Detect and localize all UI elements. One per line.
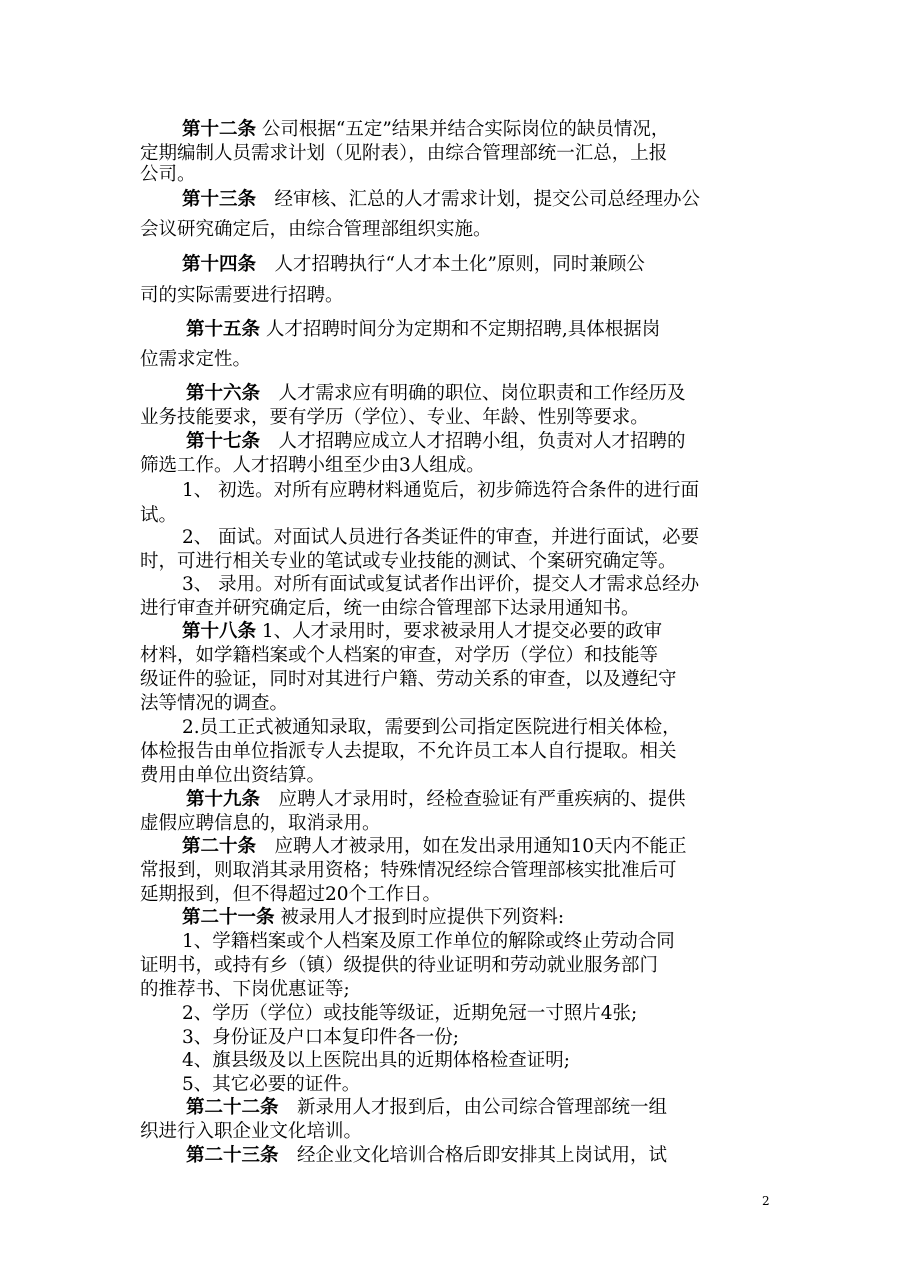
article-20-line-3: 延期报到，但不得超过20个工作日。: [140, 884, 442, 905]
article-18-line-1: 第十八条 1、人才录用时，要求被录用人才提交必要的政审: [182, 621, 663, 642]
article-20-line-2: 常报到，则取消其录用资格；特殊情况经综合管理部核实批准后可: [140, 860, 677, 881]
article-12-heading: 第十二条: [182, 119, 257, 140]
page-number: 2: [762, 1194, 770, 1208]
article-12-line-2: 定期编制人员需求计划（见附表），由综合管理部统一汇总，上报: [140, 143, 668, 164]
article-14-heading: 第十四条: [182, 254, 257, 275]
article-22-line-2: 织进行入职企业文化培训。: [140, 1121, 363, 1142]
article-21-item-1-cont-2: 的推荐书、下岗优惠证等;: [140, 979, 350, 1000]
article-22-line-1: 第二十二条 新录用人才报到后，由公司综合管理部统一组: [186, 1097, 668, 1118]
article-12-line-1: 第十二条 公司根据“五定”结果并结合实际岗位的缺员情况，: [182, 119, 670, 140]
article-18-para-2-line-1: 2.员工正式被通知录取，需要到公司指定医院进行相关体检，: [182, 717, 681, 738]
article-19-line-2: 虚假应聘信息的，取消录用。: [140, 813, 381, 834]
article-13-line-1: 第十三条 经审核、汇总的人才需求计划，提交公司总经理办公: [182, 189, 701, 210]
article-16-line-1: 第十六条 人才需求应有明确的职位、岗位职责和工作经历及: [186, 383, 686, 404]
article-22-heading: 第二十二条: [186, 1097, 279, 1118]
article-16-line-2: 业务技能要求，要有学历（学位）、专业、年龄、性别等要求。: [140, 407, 649, 428]
article-20-line-1: 第二十条 应聘人才被录用，如在发出录用通知10天内不能正: [182, 836, 687, 857]
article-23-line-1: 第二十三条 经企业文化培训合格后即安排其上岗试用，试: [186, 1145, 668, 1166]
article-17-item-3: 3、 录用。对所有面试或复试者作出评价，提交人才需求总经办: [182, 574, 700, 595]
article-15-heading: 第十五条: [186, 319, 261, 340]
article-14-line-2: 司的实际需要进行招聘。: [140, 285, 344, 306]
article-21-item-1: 1、学籍档案或个人档案及原工作单位的解除或终止劳动合同: [182, 931, 675, 952]
article-17-item-3-cont: 进行审查并研究确定后，统一由综合管理部下达录用通知书。: [140, 598, 640, 619]
article-15-line-1: 第十五条 人才招聘时间分为定期和不定期招聘,具体根据岗: [186, 319, 661, 340]
article-21-item-5: 5、其它必要的证件。: [182, 1074, 361, 1095]
article-18-para-2-line-2: 体检报告由单位指派专人去提取，不允许员工本人自行提取。相关: [140, 741, 677, 762]
article-17-heading: 第十七条: [186, 431, 261, 452]
article-21-item-2: 2、学历（学位）或技能等级证，近期免冠一寸照片4张;: [182, 1003, 638, 1024]
article-16-heading: 第十六条: [186, 383, 261, 404]
article-18-line-4: 法等情况的调查。: [140, 693, 289, 714]
article-17-line-1: 第十七条 人才招聘应成立人才招聘小组，负责对人才招聘的: [186, 431, 686, 452]
article-17-item-2: 2、 面试。对面试人员进行各类证件的审查，并进行面试，必要: [182, 527, 700, 548]
article-21-item-4: 4、旗县级及以上医院出具的近期体格检查证明;: [182, 1050, 571, 1071]
article-19-line-1: 第十九条 应聘人才录用时，经检查验证有严重疾病的、提供: [186, 789, 686, 810]
article-13-heading: 第十三条: [182, 189, 257, 210]
article-17-item-2-cont: 时，可进行相关专业的笔试或专业技能的测试、个案研究确定等。: [140, 551, 677, 572]
article-21-item-1-cont-1: 证明书，或持有乡（镇）级提供的待业证明和劳动就业服务部门: [140, 955, 659, 976]
article-19-heading: 第十九条: [186, 789, 261, 810]
article-17-item-1: 1、 初选。对所有应聘材料通览后，初步筛选符合条件的进行面: [182, 480, 700, 501]
article-18-line-2: 材料，如学籍档案或个人档案的审查，对学历（学位）和技能等: [140, 645, 659, 666]
article-18-para-2-line-3: 费用由单位出资结算。: [140, 765, 326, 786]
article-21-line-1: 第二十一条 被录用人才报到时应提供下列资料:: [182, 907, 565, 928]
article-21-heading: 第二十一条: [182, 907, 275, 928]
article-17-item-1-cont: 试。: [140, 505, 178, 526]
article-17-line-2: 筛选工作。人才招聘小组至少由3人组成。: [140, 455, 485, 476]
article-20-heading: 第二十条: [182, 836, 257, 857]
article-23-heading: 第二十三条: [186, 1145, 279, 1166]
article-13-line-2: 会议研究确定后，由综合管理部组织实施。: [140, 219, 492, 240]
article-21-item-3: 3、身份证及户口本复印件各一份;: [182, 1027, 460, 1048]
article-18-line-3: 级证件的验证，同时对其进行户籍、劳动关系的审查，以及遵纪守: [140, 669, 677, 690]
article-18-heading: 第十八条: [182, 621, 257, 642]
article-14-line-1: 第十四条 人才招聘执行“人才本土化”原则，同时兼顾公: [182, 254, 645, 275]
article-12-line-3: 公司。: [140, 164, 196, 185]
article-15-line-2: 位需求定性。: [140, 349, 252, 370]
